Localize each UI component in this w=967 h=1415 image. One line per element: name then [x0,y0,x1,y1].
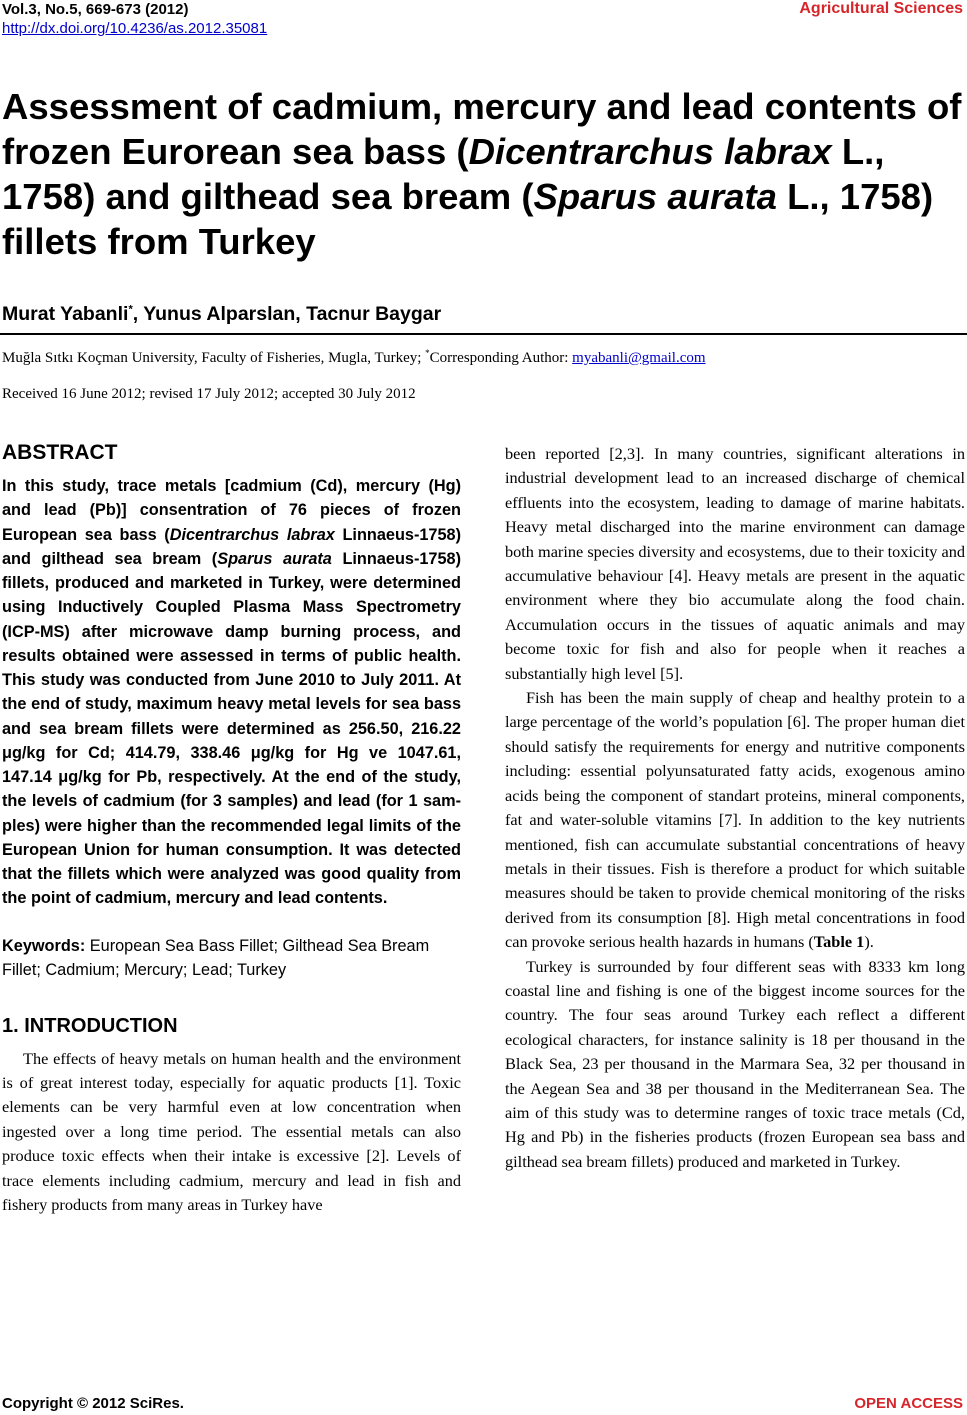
table-reference[interactable]: Table 1 [813,932,865,952]
title-species-2: Sparus aurata [533,176,777,217]
email-link[interactable]: myabanli@gmail.com [572,350,706,366]
copyright: Copyright © 2012 SciRes. [2,1395,184,1412]
intro-paragraph-2-text: Fish has been the main supply of cheap and healthy protein to a large percentage of the world’s population [6]. The proper human diet should satisfy the requirements for energy and nutritive components including: essential polyunsaturated fatty acids, exogenous amino acids being the component of standart proteins, mineral components, fat and water-soluble vitamins [7]. In addition to the key nutrients mentioned, fish can accumulate substantial concentrations of heavy metals in their tissues. Fish is therefore a product for which suitable measures should be taken to provide chemical monitoring of the risks derived from its consumption [8]. High metal concentrations in food can provoke serious health hazards in humans ( [505,688,965,952]
title-text-2: L., 1758) and gilthead sea bream ( [2,131,885,217]
journal-volume: Vol.3, No.5, 669-673 (2012) [2,1,189,18]
paper-title [2,84,962,264]
keywords-text: European Sea Bass Fillet; Gilthead Sea Bream Fillet; Cadmium; Mercury; Lead; Turkey [2,936,430,979]
abstract-part-3: Linnaeus-1758) fillets, produced and marketed in Turkey, were determined using Inductively Coupled Plasma Mass Spectrometry (ICP-MS) after microwave damp burning process, and results obtained were assessed in terms of public health. This study was conducted from June 2010 to July 2011. At the end of study, maximum heavy metal levels for sea bass and sea bream fillets were determined as 256.50, 216.22 μg/kg for Cd; 414.79, 338.46 μg/kg for Hg ve 1047.61, 147.14 μg/kg for Pb, respectively. At the end of the study, the levels of cadmium (for 3 samples) and lead (for 1 samples) were higher than the recommended legal limits of the European Union for human consumption. It was detected that the fillets which were analyzed was good quality from the point of cadmium, mercury and lead contents. [2,549,462,908]
affiliation [2,343,706,368]
running-header [2,0,267,38]
open-access-label: OPEN ACCESS [854,1395,963,1412]
title-text-1: Assessment of cadmium, mercury and lead contents of frozen Eurorean sea bass ( [2,86,962,172]
abstract-heading: ABSTRACT [2,441,118,464]
affiliation-text: Muğla Sıtkı Koçman University, Faculty of Fisheries, Mugla, Turkey; [2,350,426,366]
abstract-species-1: Dicentrarchus labrax [169,525,335,544]
title-species-1: Dicentrarchus labrax [468,131,832,172]
introduction-heading: 1. INTRODUCTION [2,1014,178,1037]
abstract-part-2: Linnaeus-1758) and gilthead sea bream ( [2,525,462,568]
intro-paragraph-3: Turkey is surrounded by four different seas with 8333 km long coastal line and fishing is one of the biggest income sources for the country. The four seas around Turkey each reflect a different ecological characters, for instance salinity is 18 per thousand in the Black Sea, 23 per thousand in the Marmara Sea, 32 per thousand in the Aegean Sea and 38 per thousand in the Mediterranean Sea. The aim of this study was to determine ranges of toxic trace metals (Cd, Hg and Pb) in the fisheries products (frozen European sea bass and gilthead sea bream fillets) produced and marketed in Turkey. [505,956,965,1171]
title-divider [0,333,967,335]
journal-name: Agricultural Sciences [799,0,963,17]
intro-paragraph-2-end: ). [864,932,874,952]
intro-paragraph-1: The effects of heavy metals on human health and the environment is of great interest today, especially for aquatic products [1]. Toxic elements can be very harmful even at low concentration when ingested over a long time period. The essential metals can also produce toxic effects when their intake is excessive [2]. Levels of trace elements including cadmium, mercury and lead in fish and fishery products from many areas in Turkey have [2,1048,461,1214]
right-column [505,442,965,1174]
keywords-label: Keywords: [2,936,86,955]
title-text-3: L., 1758) fillets from Turkey [2,176,934,262]
abstract-part-1: In this study, trace metals [cadmium (Cd), mercury (Hg) and lead (Pb)] consentration of 76 pieces of frozen European sea bass ( [2,477,461,544]
corresponding-label: Corresponding Author: [429,350,573,366]
received-dates: Received 16 June 2012; revised 17 July 2012; accepted 30 July 2012 [2,386,416,402]
other-authors: , Yunus Alparslan, Tacnur Baygar [132,303,442,325]
keywords [2,934,461,982]
corresponding-mark: * [128,303,133,316]
abstract-species-2: Sparus aurata [217,549,332,568]
left-column [2,440,461,1217]
affiliation-mark: * [425,348,430,358]
intro-paragraph-2 [505,686,965,954]
doi-link[interactable]: http://dx.doi.org/10.4236/as.2012.35081 [2,20,268,37]
author-list [2,303,441,326]
author-1: Murat Yabanli [2,303,129,325]
intro-paragraph-1-continued: been reported [2,3]. In many countries, significant alterations in industrial development lead to an increased discharge of chemical effluents into the ecosystem, leading to damage of marine habitats. Heavy metal discharged into the marine environment can damage both marine species diversity and ecosystems, due to their toxicity and accumulative behaviour [4]. Heavy metals are present in the aquatic environment where they bio accumulate along the food chain. Accumulation occurs in the tissues of aquatic animals and may become toxic for fish and also for people when it reaches a substantially high level [5]. [505,444,965,683]
abstract-text [2,474,461,911]
